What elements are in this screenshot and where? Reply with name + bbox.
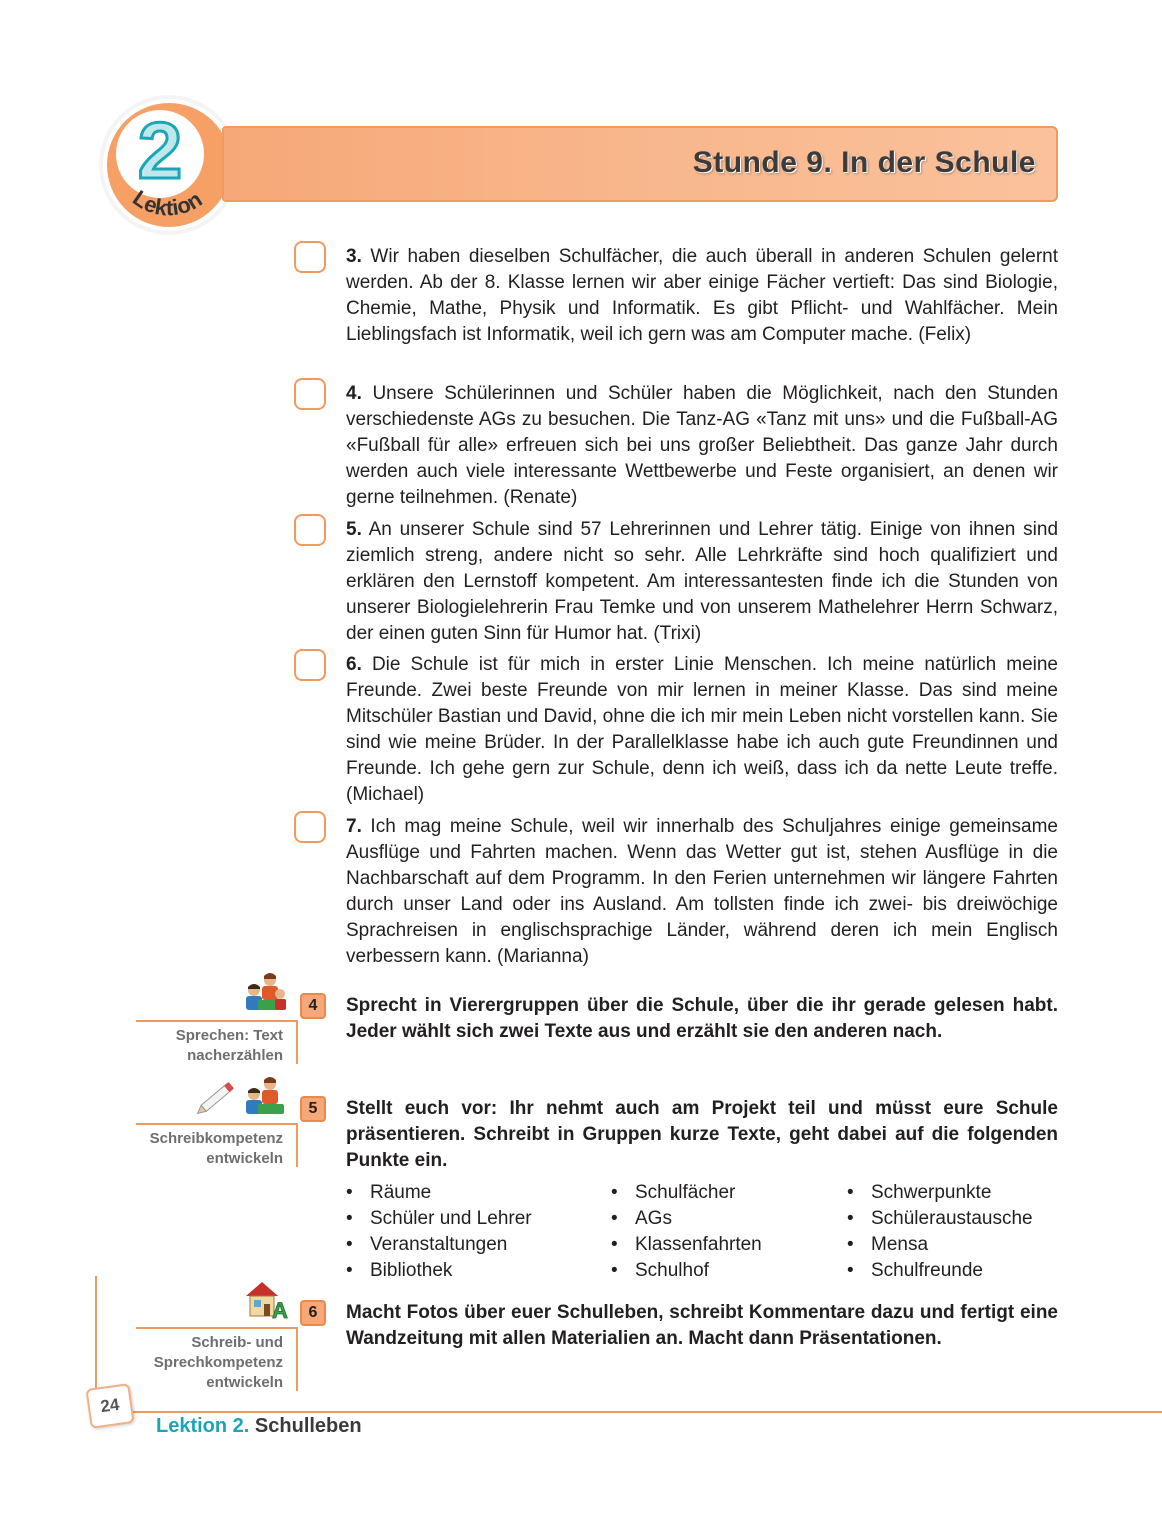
page-number: 24 <box>85 1383 134 1429</box>
list-item: • Schüler und Lehrer <box>346 1206 532 1232</box>
list-item: • Schulhof <box>611 1258 762 1284</box>
bullet-list-col2 <box>611 1180 762 1284</box>
list-item: • Klassenfahrten <box>611 1232 762 1258</box>
text-checkbox-6[interactable] <box>294 649 326 681</box>
task-skill-label-6 <box>103 1333 283 1393</box>
footer-lesson-name: Schulleben <box>254 1415 362 1437</box>
margin-line <box>95 1276 97 1400</box>
task-divider <box>136 1123 298 1125</box>
text-checkbox-7[interactable] <box>294 811 326 843</box>
task-divider-vertical <box>296 1327 298 1391</box>
lesson-word: Lektion <box>128 185 207 221</box>
task-divider <box>136 1020 298 1022</box>
bullet-list-col3 <box>847 1180 1033 1284</box>
task-skill-line: Sprechen: Text <box>175 1027 283 1044</box>
task-instruction-6: Macht Fotos über euer Schulleben, schreibt Kommentare dazu und fertigt eine Wandzeitung mit allen Materialien an. Macht dann Präsentationen. <box>346 1302 1058 1349</box>
text-entry-7 <box>346 814 1058 970</box>
svg-text:A: A <box>272 1298 288 1320</box>
list-item: • Mensa <box>847 1232 1033 1258</box>
text-number: 6. <box>346 654 362 675</box>
text-body: Ich mag meine Schule, weil wir innerhalb des Schuljahres einige gemeinsame Ausflüge und Fahrten machen. Wenn das Wetter gut ist, stehen Ausflüge in die Nachbarschaft auf dem Programm. In den Ferien unternehmen wir längere Fahrten durch unser Land oder ins Ausland. Am tollsten finde ich zwei- bis dreiwöchige Sprachreisen in englischsprachige Länder, während deren ich mein Englisch verbessern kann. (Marianna) <box>346 816 1058 967</box>
text-number: 3. <box>346 246 362 267</box>
task-skill-line: Schreib- und <box>191 1334 283 1351</box>
task-skill-label-4 <box>103 1026 283 1066</box>
list-item: • AGs <box>611 1206 762 1232</box>
task-number-4: 4 <box>300 993 326 1019</box>
text-entry-5 <box>346 517 1058 647</box>
footer-lesson-prefix: Lektion 2. <box>156 1415 250 1437</box>
text-body: Unsere Schülerinnen und Schüler haben die Möglichkeit, nach den Stunden verschiedenste AGs zu besuchen. Die Tanz-AG «Tanz mit uns» und die Fußball-AG «Fußball für alle» erfreuen sich bei uns großer Beliebtheit. Das ganze Jahr durch werden auch viele interessante Wettbewerbe und Feste organisiert, an denen wir gerne teilnehmen. (Renate) <box>346 383 1059 508</box>
task-divider-vertical <box>296 1123 298 1167</box>
task-instruction-5: Stellt euch vor: Ihr nehmt auch am Projekt teil und müsst eure Schule präsentieren. Schreibt in Gruppen kurze Texte, geht dabei auf die folgenden Punkte ein. <box>346 1098 1058 1171</box>
text-checkbox-4[interactable] <box>294 378 326 410</box>
task-skill-line: entwickeln <box>206 1150 283 1167</box>
text-body: Die Schule ist für mich in erster Linie Menschen. Ich meine natürlich meine Freunde. Zwei beste Freunde von mir lernen in meiner Klasse. Das sind meine Mitschüler Bastian und David, ohne die ich mir mein Leben nicht vorstellen kann. Sie sind wie meine Brüder. In der Parallelklasse habe ich auch gute Freundinnen und Freunde. Ich gehe gern zur Schule, denn ich weiß, dass ich da nette Leute treffe. (Michael) <box>346 654 1058 805</box>
house-letter-icon <box>242 1278 288 1325</box>
task-skill-label-5 <box>103 1129 283 1169</box>
task-skill-line: Schreibkompetenz <box>149 1130 283 1147</box>
task-number-5: 5 <box>300 1096 326 1122</box>
text-entry-6 <box>346 652 1058 808</box>
text-entry-3 <box>346 244 1058 348</box>
text-body: An unserer Schule sind 57 Lehrerinnen und Lehrer tätig. Einige von ihnen sind ziemlich streng, andere nicht so sehr. Alle Lehrkräfte sind hoch qualifiziert und erklären den Lernstoff kompetent. Am interessantesten finde ich die Stunden von unserer Biologielehrerin Frau Temke und von unserem Mathelehrer Herrn Schwarz, der einen guten Sinn für Humor hat. (Trixi) <box>346 519 1059 644</box>
task-divider-vertical <box>296 1020 298 1064</box>
list-item: • Räume <box>346 1180 532 1206</box>
text-checkbox-3[interactable] <box>294 241 326 273</box>
list-item: • Veranstaltungen <box>346 1232 532 1258</box>
task-skill-line: Sprechkompetenz <box>153 1354 283 1371</box>
list-item: • Schwerpunkte <box>847 1180 1033 1206</box>
task-instruction-4: Sprecht in Vierergruppen über die Schule, über die ihr gerade gelesen habt. Jeder wählt sich zwei Texte aus und erzählt sie den anderen nach. <box>346 995 1058 1042</box>
task-skill-line: nacherzählen <box>187 1047 283 1064</box>
text-number: 7. <box>346 816 362 837</box>
list-item: • Schüleraustausche <box>847 1206 1033 1232</box>
list-item: • Schulfreunde <box>847 1258 1033 1284</box>
task-divider <box>136 1327 298 1329</box>
task-skill-line: entwickeln <box>206 1374 283 1391</box>
footer-lesson <box>156 1415 362 1438</box>
text-body: Wir haben dieselben Schulfächer, die auch überall in anderen Schulen gelernt werden. Ab der 8. Klasse lernen wir aber einige Fächer vertieft: Das sind Biologie, Chemie, Mathe, Physik und Informatik. Es gibt Pflicht- und Wahlfächer. Mein Lieblingsfach ist Informatik, weil ich gern was am Computer mache. (Felix) <box>346 246 1058 345</box>
header-bar <box>222 126 1058 202</box>
bullet-list-col1 <box>346 1180 532 1284</box>
text-checkbox-5[interactable] <box>294 514 326 546</box>
footer-divider <box>130 1411 1162 1413</box>
text-entry-4 <box>346 381 1058 511</box>
list-item: • Schulfächer <box>611 1180 762 1206</box>
lesson-number: 2 <box>137 106 183 195</box>
text-number: 5. <box>346 519 362 540</box>
task-number-6: 6 <box>300 1300 326 1326</box>
group-kids-icon <box>242 972 288 1017</box>
list-item: • Bibliothek <box>346 1258 532 1284</box>
text-number: 4. <box>346 383 362 404</box>
lektion-badge <box>96 92 242 238</box>
page-title: Stunde 9. In der Schule <box>692 146 1036 179</box>
pencil-kids-icon <box>196 1076 288 1121</box>
